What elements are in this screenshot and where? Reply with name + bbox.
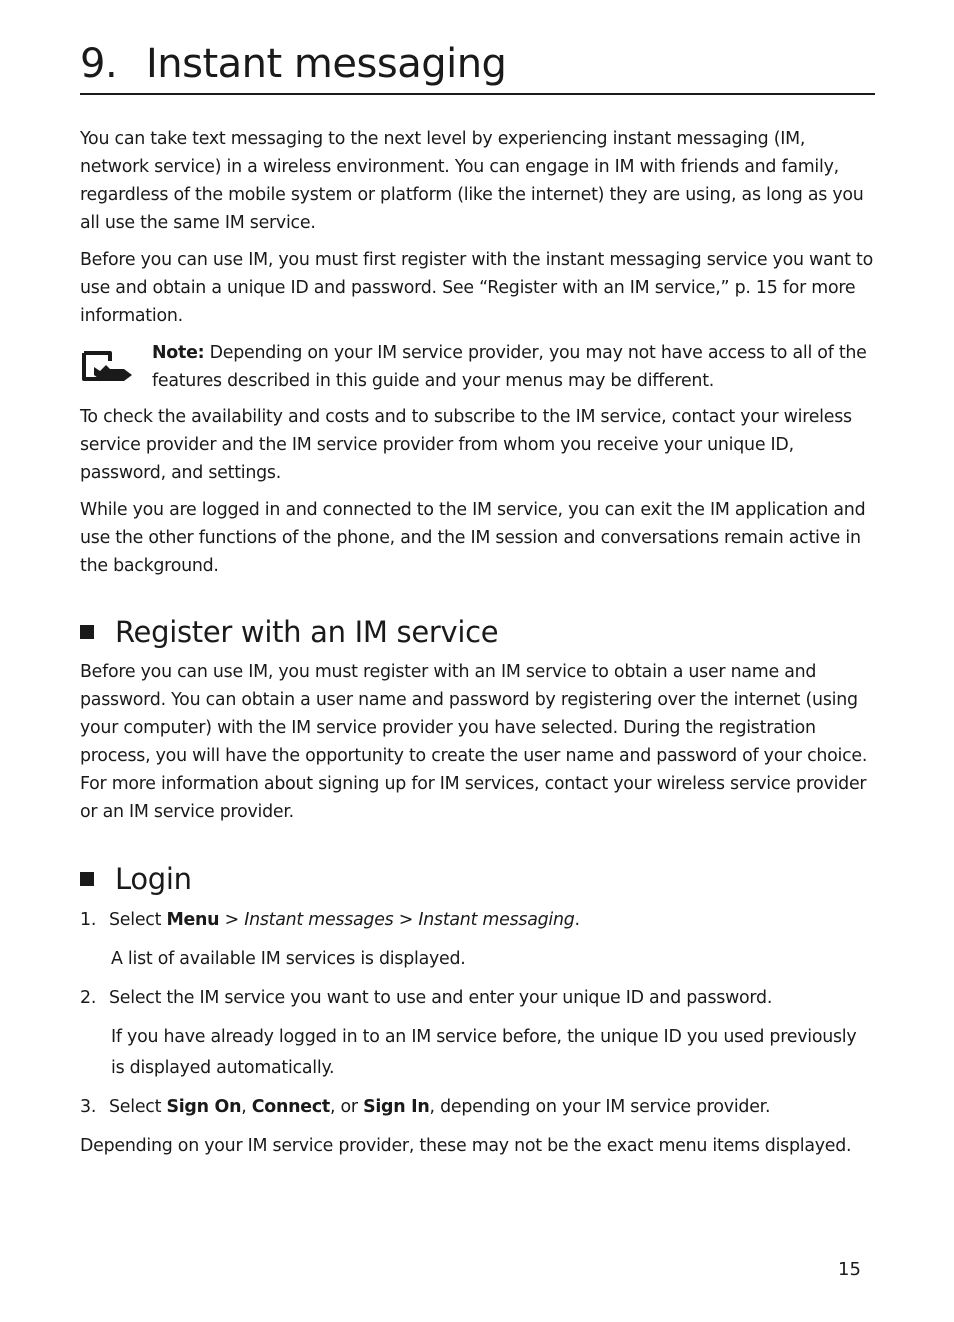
chapter-title-text: Instant messaging (146, 41, 507, 87)
option-connect: Connect (251, 1097, 330, 1117)
register-heading (80, 614, 498, 650)
intro-paragraph-4: While you are logged in and connected to the IM service, you can exit the IM application and use the other functions of the phone, and the IM session and conversations remain active in the background. (80, 500, 866, 576)
login-heading (80, 861, 192, 897)
step-prefix: Select (109, 910, 167, 930)
register-heading-text: Register with an IM service (115, 615, 499, 649)
separator: > (393, 910, 419, 930)
separator: , (241, 1097, 252, 1117)
intro-paragraph-2: Before you can use IM, you must first register with the instant messaging service you want to use and obtain a unique ID and password. See “Register with an IM service,” p. 15 for more information. (80, 250, 873, 326)
separator: , or (329, 1097, 364, 1117)
login-heading-text: Login (115, 862, 192, 896)
login-closing-paragraph: Depending on your IM service provider, these may not be the exact menu items displayed. (80, 1136, 852, 1156)
section-bullet-icon (80, 872, 94, 886)
register-paragraph: Before you can use IM, you must register with an IM service to obtain a user name and password. You can obtain a user name and password by registering over the internet (using your computer) with the IM service provider you have selected. During the registration process, you will have the opportunity to create the user name and password of your choice. For more information about signing up for IM services, contact your wireless service provider or an IM service provider. (80, 662, 868, 822)
step-text (109, 1093, 875, 1121)
page-number: 15 (838, 1259, 861, 1280)
step-prefix: Select (109, 1097, 167, 1117)
chapter-number: 9. (80, 41, 118, 87)
step-text (109, 906, 875, 934)
step-text: Select the IM service you want to use and enter your unique ID and password. (109, 988, 773, 1008)
step-number: 2. (80, 988, 97, 1008)
step-end: . (574, 910, 580, 930)
chapter-title (80, 36, 506, 92)
title-rule (80, 93, 875, 95)
option-sign-in: Sign In (363, 1097, 430, 1117)
option-sign-on: Sign On (166, 1097, 242, 1117)
step-suffix: , depending on your IM service provider. (429, 1097, 771, 1117)
step-2-detail: If you have already logged in to an IM service before, the unique ID you used previously is displayed automatically. (111, 1027, 857, 1078)
menu-item-instant-messages: Instant messages (244, 910, 394, 930)
separator: > (219, 910, 245, 930)
section-bullet-icon (80, 625, 94, 639)
menu-label: Menu (166, 910, 220, 930)
menu-item-instant-messaging: Instant messaging (418, 910, 575, 930)
note-text (152, 339, 875, 395)
step-1-detail: A list of available IM services is displayed. (111, 949, 466, 969)
intro-paragraph-1: You can take text messaging to the next level by experiencing instant messaging (IM, network service) in a wireless environment. You can engage in IM with friends and family, regardless of the mobile system or platform (like the internet) they are using, as long as you all use the same IM service. (80, 129, 864, 233)
step-number: 3. (80, 1097, 97, 1117)
note-body: Depending on your IM service provider, you may not have access to all of the features described in this guide and your menus may be different. (152, 343, 867, 391)
step-number: 1. (80, 910, 97, 930)
intro-paragraph-3: To check the availability and costs and to subscribe to the IM service, contact your wireless service provider and the IM service provider from whom you receive your unique ID, password, and settings. (80, 407, 852, 483)
note-label: Note: (152, 343, 205, 363)
note-hand-icon (80, 347, 134, 387)
